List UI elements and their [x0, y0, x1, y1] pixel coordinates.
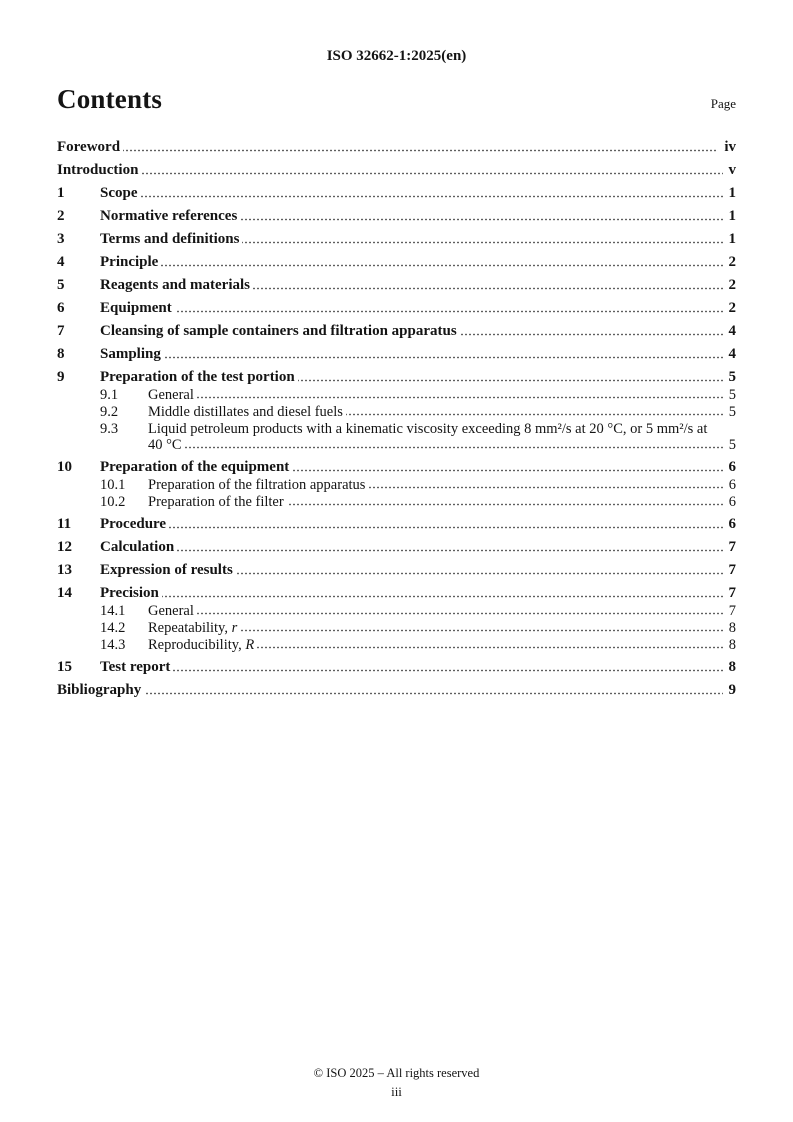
toc-entry[interactable] [57, 369, 736, 386]
toc-list [57, 139, 736, 699]
toc-entry-page: 1 [723, 185, 737, 202]
toc-entry-title: General [148, 603, 197, 619]
toc-entry-title: Calculation [100, 539, 177, 555]
toc-entry-number: 15 [57, 659, 72, 675]
toc-entry-page: 7 [723, 585, 737, 602]
toc-entry-title: Bibliography [57, 682, 144, 698]
toc-entry-page: 7 [723, 562, 737, 579]
toc-entry-title: Preparation of the filter [148, 494, 287, 510]
toc-entry[interactable] [57, 323, 736, 340]
toc-entry[interactable] [57, 620, 736, 636]
toc-entry-title: Reagents and materials [100, 277, 253, 293]
toc-entry[interactable] [57, 562, 736, 579]
toc-entry-title: Introduction [57, 162, 141, 178]
toc-entry-title-text: Repeatability, [148, 620, 232, 636]
toc-entry-title: Liquid petroleum products with a kinematic viscosity exceeding 8 mm²/s at 20 °C, or 5 mm²/s at 40 °C [148, 421, 708, 453]
toc-entry-page: 8 [723, 620, 736, 636]
toc-entry[interactable] [57, 346, 736, 363]
toc-entry[interactable] [57, 231, 736, 248]
toc-entry-title-symbol: r [231, 620, 238, 636]
folio-page-number: iii [391, 1084, 402, 1099]
toc-entry-page: 1 [723, 208, 737, 225]
toc-entry-page: iv [718, 139, 736, 156]
toc-entry[interactable] [57, 603, 736, 619]
toc-entry-title: Expression of results [100, 562, 236, 578]
toc-entry-number: 9.3 [100, 421, 119, 437]
toc-entry[interactable] [57, 659, 736, 676]
toc-entry-number: 5 [57, 277, 65, 293]
toc-entry-number: 6 [57, 300, 65, 316]
toc-entry-page: 4 [723, 346, 737, 363]
toc-entry-page: 4 [723, 323, 737, 340]
page-column-label: Page [710, 96, 736, 111]
toc-entry-page: 6 [723, 516, 737, 533]
toc-entry-page: 8 [723, 637, 736, 653]
toc-entry[interactable] [57, 516, 736, 533]
toc-entry-title: Middle distillates and diesel fuels [148, 404, 346, 420]
toc-entry[interactable] [57, 459, 736, 476]
toc-entry-page: 9 [723, 682, 737, 699]
toc-entry[interactable] [57, 682, 736, 699]
toc-entry-page: 5 [723, 387, 736, 403]
toc-entry-page: 6 [723, 459, 737, 476]
toc-entry-number: 14.1 [100, 603, 126, 619]
toc-entry[interactable] [57, 387, 736, 403]
toc-entry-number: 14 [57, 585, 72, 601]
contents-section [57, 84, 736, 699]
toc-entry-title: Preparation of the test portion [100, 369, 298, 385]
toc-entry-number: 8 [57, 346, 65, 362]
toc-entry-title: Sampling [100, 346, 164, 362]
toc-entry[interactable] [57, 300, 736, 317]
toc-entry[interactable] [57, 139, 736, 156]
contents-heading-row [57, 84, 736, 115]
toc-entry-number: 10 [57, 459, 72, 475]
toc-entry-number: 10.2 [100, 494, 126, 510]
toc-entry[interactable] [57, 477, 736, 493]
toc-entry-title: General [148, 387, 197, 403]
toc-entry-title: Preparation of the filtration apparatus [148, 477, 368, 493]
toc-entry-number: 9 [57, 369, 65, 385]
toc-entry-number: 1 [57, 185, 65, 201]
toc-entry-title: Foreword [57, 139, 123, 155]
toc-entry-title-text: Reproducibility, [148, 637, 246, 653]
toc-entry-page: v [723, 162, 737, 179]
toc-entry-title: Scope [100, 185, 141, 201]
toc-entry-title [148, 637, 257, 653]
toc-entry-number: 2 [57, 208, 65, 224]
toc-entry-page: 7 [723, 603, 736, 619]
toc-entry[interactable] [57, 494, 736, 510]
toc-entry[interactable] [57, 585, 736, 602]
toc-entry-title: Cleansing of sample containers and filtration apparatus [100, 323, 460, 339]
toc-entry-page: 6 [723, 477, 736, 493]
toc-entry-title [148, 620, 240, 636]
toc-entry-title: Procedure [100, 516, 169, 532]
toc-entry-page: 5 [723, 404, 736, 420]
toc-entry-title-symbol: R [245, 637, 255, 653]
toc-entry-title: Test report [100, 659, 173, 675]
toc-entry-number: 10.1 [100, 477, 126, 493]
document-reference: ISO 32662-1:2025(en) [326, 48, 467, 64]
toc-entry-number: 3 [57, 231, 65, 247]
toc-entry-page: 2 [723, 277, 737, 294]
toc-entry-number: 4 [57, 254, 65, 270]
toc-entry[interactable] [57, 421, 736, 453]
toc-entry-title: Precision [100, 585, 162, 601]
toc-entry[interactable] [57, 539, 736, 556]
toc-entry[interactable] [57, 185, 736, 202]
toc-entry[interactable] [57, 208, 736, 225]
toc-entry-number: 13 [57, 562, 72, 578]
toc-entry-title: Principle [100, 254, 161, 270]
toc-entry[interactable] [57, 277, 736, 294]
toc-entry-number: 11 [57, 516, 72, 532]
toc-entry-number: 7 [57, 323, 65, 339]
toc-entry[interactable] [57, 404, 736, 420]
toc-entry[interactable] [57, 162, 736, 179]
toc-entry-page: 2 [723, 254, 737, 271]
toc-entry-number: 14.3 [100, 637, 126, 653]
toc-entry-page: 2 [723, 300, 737, 317]
toc-entry-title: Preparation of the equipment [100, 459, 292, 475]
toc-entry-page: 8 [723, 659, 737, 676]
copyright-notice: © ISO 2025 – All rights reserved [313, 1066, 480, 1080]
toc-entry-number: 9.2 [100, 404, 119, 420]
toc-entry-page: 7 [723, 539, 737, 556]
toc-entry-page: 6 [723, 494, 736, 510]
toc-entry-page: 5 [723, 437, 736, 453]
page-footer [0, 1066, 793, 1100]
toc-entry-number: 14.2 [100, 620, 126, 636]
toc-entry-number: 9.1 [100, 387, 119, 403]
toc-entry-page: 5 [723, 369, 737, 386]
toc-entry-page: 1 [723, 231, 737, 248]
toc-entry[interactable] [57, 637, 736, 653]
toc-entry-title: Equipment [100, 300, 175, 316]
contents-title: Contents [57, 84, 163, 114]
toc-entry-title: Terms and definitions [100, 231, 242, 247]
toc-entry-number: 12 [57, 539, 72, 555]
toc-entry-title: Normative references [100, 208, 240, 224]
toc-entry[interactable] [57, 254, 736, 271]
